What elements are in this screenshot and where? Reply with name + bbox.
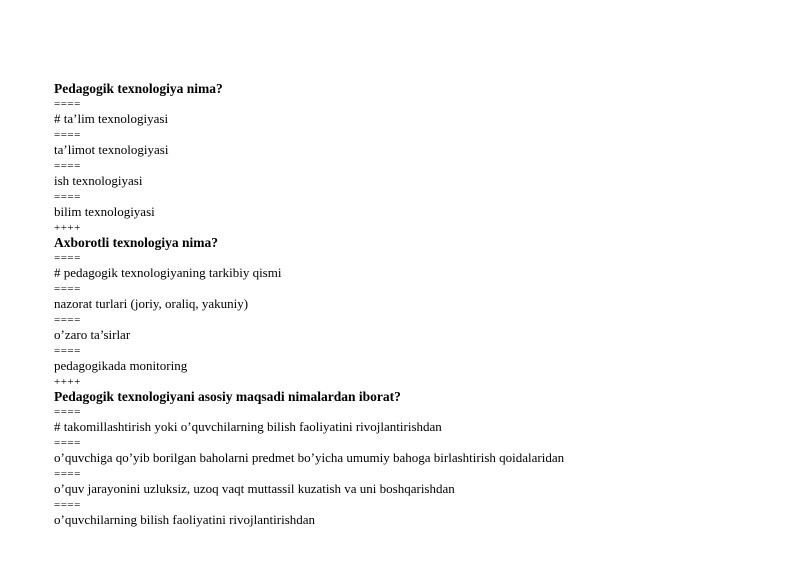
separator: ==== <box>54 314 81 326</box>
document-page <box>54 81 774 529</box>
separator: ==== <box>54 191 81 203</box>
question-block <box>54 389 774 529</box>
separator: ==== <box>54 252 81 264</box>
end-marker: ++++ <box>54 222 81 234</box>
question-block <box>54 81 774 235</box>
separator: ==== <box>54 345 81 357</box>
answer-option: o’quv jarayonini uzluksiz, uzoq vaqt muttassil kuzatish va uni boshqarishdan <box>54 481 455 496</box>
question-text: Pedagogik texnologiyani asosiy maqsadi nimalardan iborat? <box>54 389 401 404</box>
question-text: Axborotli texnologiya nima? <box>54 235 219 250</box>
answer-option: ta’limot texnologiyasi <box>54 142 169 157</box>
answer-option: ish texnologiyasi <box>54 173 143 188</box>
answer-option: bilim texnologiyasi <box>54 204 155 219</box>
separator: ==== <box>54 283 81 295</box>
separator: ==== <box>54 160 81 172</box>
separator: ==== <box>54 499 81 511</box>
answer-option: pedagogikada monitoring <box>54 358 188 373</box>
answer-option: o’quvchilarning bilish faoliyatini rivojlantirishdan <box>54 512 316 527</box>
answer-option: o’zaro ta’sirlar <box>54 327 131 342</box>
question-block <box>54 235 774 389</box>
end-marker: ++++ <box>54 376 81 388</box>
answer-correct: # pedagogik texnologiyaning tarkibiy qismi <box>54 265 282 280</box>
answer-correct: # takomillashtirish yoki o’quvchilarning bilish faoliyatini rivojlantirishdan <box>54 419 442 434</box>
answer-option: o’quvchiga qo’yib borilgan baholarni predmet bo’yicha umumiy bahoga birlashtirish qoidalaridan <box>54 450 565 465</box>
separator: ==== <box>54 437 81 449</box>
separator: ==== <box>54 468 81 480</box>
separator: ==== <box>54 129 81 141</box>
separator: ==== <box>54 98 81 110</box>
answer-option: nazorat turlari (joriy, oraliq, yakuniy) <box>54 296 249 311</box>
separator: ==== <box>54 406 81 418</box>
answer-correct: # ta’lim texnologiyasi <box>54 111 169 126</box>
question-text: Pedagogik texnologiya nima? <box>54 81 223 96</box>
